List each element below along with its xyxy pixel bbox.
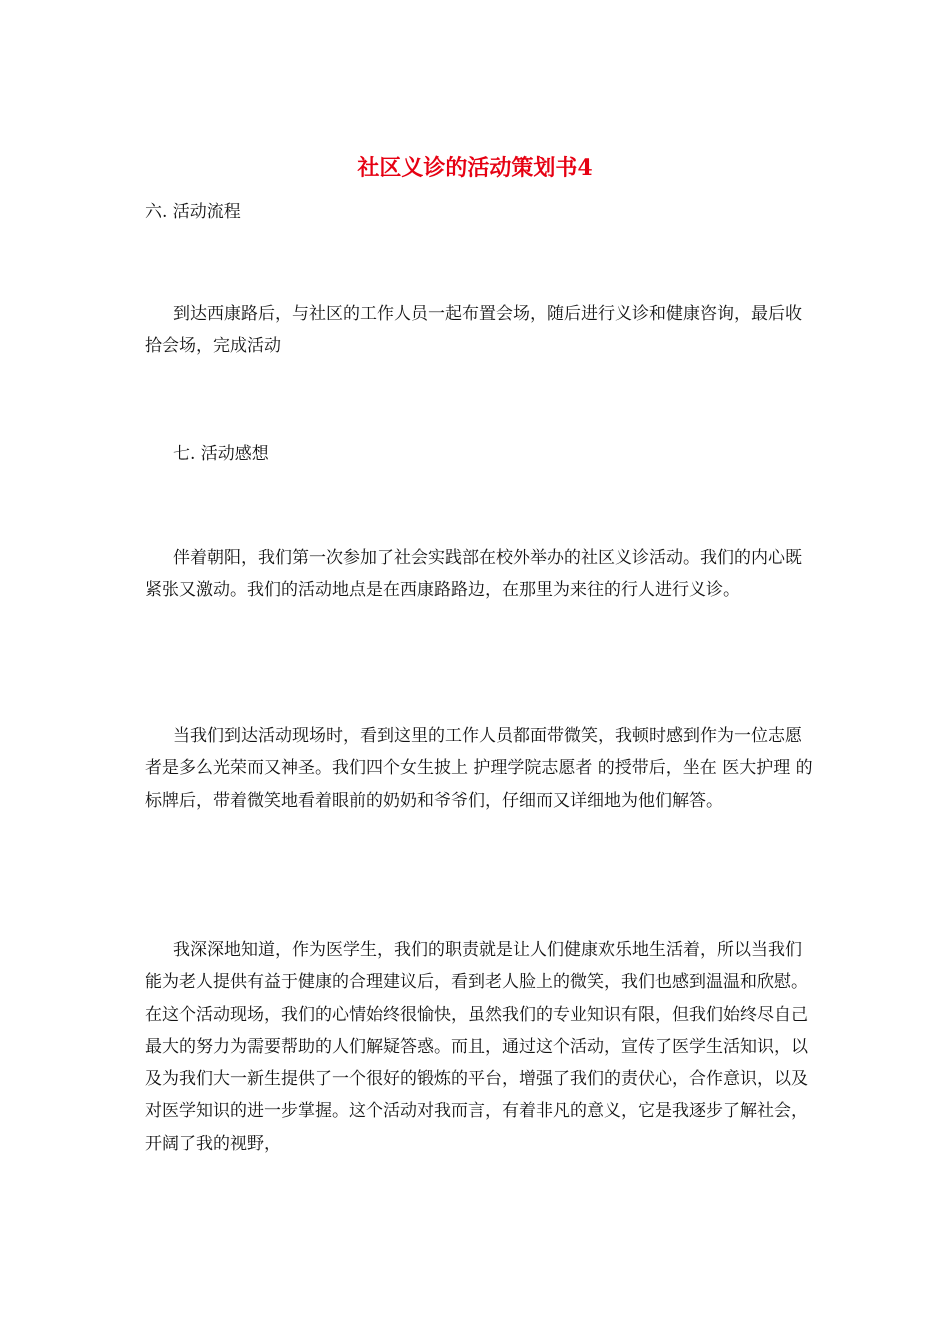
reflection-paragraph-3: 我深深地知道，作为医学生，我们的职责就是让人们健康欢乐地生活着，所以当我们能为老人提供有益于健康的合理建议后，看到老人脸上的微笑，我们也感到温温和欣慰。在这个活动现场，我们的心情始终很愉快，虽然我们的专业知识有限，但我们始终尽自己最大的努力为需要帮助的人们解疑答惑。而且，通过这个活动，宣传了医学生活知识，以及为我们大一新生提供了一个很好的锻炼的平台，增强了我们的责伏心，合作意识，以及对医学知识的进一步掌握。这个活动对我而言，有着非凡的意义，它是我逐步了解社会，开阔了我的视野， [145, 940, 808, 1154]
reflection-paragraph-1: 伴着朝阳，我们第一次参加了社会实践部在校外举办的社区义诊活动。我们的内心既紧张又激动。我们的活动地点是在西康路路边，在那里为来往的行人进行义诊。 [145, 548, 802, 601]
section-6-heading: 六. 活动流程 [145, 202, 241, 222]
reflection-paragraph-2: 当我们到达活动现场时，看到这里的工作人员都面带微笑，我顿时感到作为一位志愿者是多么光荣而又神圣。我们四个女生披上 护理学院志愿者 的授带后，坐在 医大护理 的标牌后，带着微笑地看着眼前的奶奶和爷爷们，仔细而又详细地为他们解答。 [145, 726, 813, 811]
section-6-paragraph: 到达西康路后，与社区的工作人员一起布置会场，随后进行义诊和健康咨询，最后收拾会场，完成活动 [145, 304, 802, 357]
document-title: 社区义诊的活动策划书4 [357, 155, 593, 181]
section-7-heading: 七. 活动感想 [173, 444, 269, 464]
